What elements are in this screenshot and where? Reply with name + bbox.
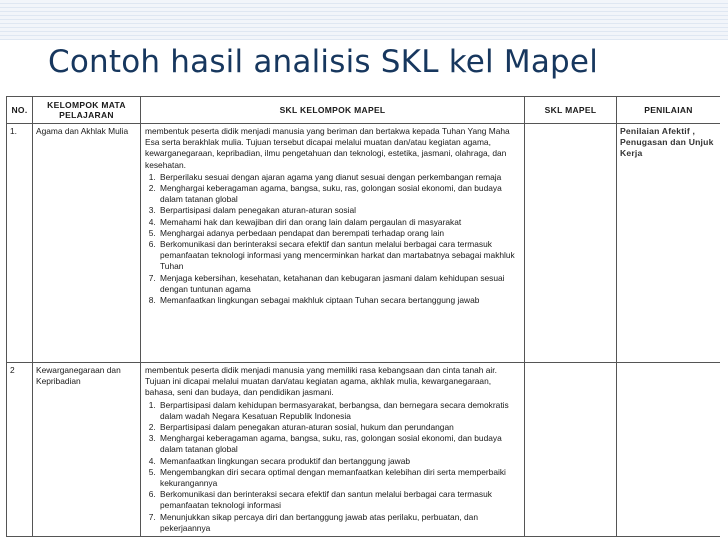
skl-analysis-document bbox=[6, 96, 720, 544]
header-skl-mapel: SKL MAPEL bbox=[525, 97, 617, 124]
skl-analysis-table bbox=[6, 96, 720, 537]
skl-intro-text: membentuk peserta didik menjadi manusia yang beriman dan bertakwa kepada Tuhan Yang Maha Esa serta berakhlak mulia. Tujuan tersebut dicapai melalui muatan dan/atau kegiatan agama, kewarganegaraan, kepribadian, ilmu pengetahuan dan teknologi, estetika, jasmani, olahraga, dan kesehatan. bbox=[145, 126, 510, 170]
list-item: 7. Menjaga kebersihan, kesehatan, ketahanan dan kebugaran jasmani dalam kehidupan sesuai dengan tuntunan agama bbox=[158, 273, 520, 295]
slide-title: Contoh hasil analisis SKL kel Mapel bbox=[48, 44, 599, 80]
skl-list bbox=[145, 172, 520, 306]
list-item: 5. Mengembangkan diri secara optimal dengan memanfaatkan kelebihan diri serta memperbaiki kekurangannya bbox=[158, 467, 520, 489]
list-item: 3. Berpartisipasi dalam penegakan aturan-aturan sosial bbox=[158, 205, 520, 216]
list-item: 2. Berpartisipasi dalam penegakan aturan-aturan sosial, hukum dan perundangan bbox=[158, 422, 520, 433]
header-kelompok-line2: PELAJARAN bbox=[59, 110, 114, 120]
penilaian-cell: Penilaian Afektif , Penugasan dan Unjuk Kerja bbox=[617, 124, 721, 363]
list-item: 7. Menunjukkan sikap percaya diri dan bertanggung jawab atas perilaku, perbuatan, dan pekerjaannya bbox=[158, 512, 520, 534]
row-number: 1. bbox=[7, 124, 33, 363]
penilaian-cell bbox=[617, 363, 721, 537]
header-penilaian: PENILAIAN bbox=[617, 97, 721, 124]
table-row bbox=[7, 124, 721, 363]
skl-list bbox=[145, 400, 520, 534]
list-item: 4. Memahami hak dan kewajiban diri dan orang lain dalam pergaulan di masyarakat bbox=[158, 217, 520, 228]
list-item: 6. Berkomunikasi dan berinteraksi secara efektif dan santun melalui berbagai cara termasuk pemanfaatan teknologi informasi yang mencerminkan harkat dan martabatnya sebagai makhluk Tuhan bbox=[158, 239, 520, 273]
header-kelompok-mapel bbox=[33, 97, 141, 124]
row-number: 2 bbox=[7, 363, 33, 537]
header-kelompok-line1: KELOMPOK MATA bbox=[47, 100, 126, 110]
list-item: 4. Memanfaatkan lingkungan secara produktif dan bertanggung jawab bbox=[158, 456, 520, 467]
list-item: 8. Memanfaatkan lingkungan sebagai makhluk ciptaan Tuhan secara bertanggung jawab bbox=[158, 295, 520, 306]
header-skl-kelompok-mapel: SKL KELOMPOK MAPEL bbox=[141, 97, 525, 124]
list-item: 1. Berperilaku sesuai dengan ajaran agama yang dianut sesuai dengan perkembangan remaja bbox=[158, 172, 520, 183]
header-no: NO. bbox=[7, 97, 33, 124]
slide-header-band bbox=[0, 0, 728, 40]
table-header-row bbox=[7, 97, 721, 124]
list-item: 2. Menghargai keberagaman agama, bangsa, suku, ras, golongan sosial ekonomi, dan budaya dalam tatanan global bbox=[158, 183, 520, 205]
skl-kelompok-cell bbox=[141, 124, 525, 363]
list-item: 1. Berpartisipasi dalam kehidupan bermasyarakat, berbangsa, dan bernegara secara demokratis dalam wadah Negara Kesatuan Republik Indonesia bbox=[158, 400, 520, 422]
subject-group: Kewarganegaraan dan Kepribadian bbox=[33, 363, 141, 537]
skl-kelompok-cell bbox=[141, 363, 525, 537]
list-item: 5. Menghargai adanya perbedaan pendapat dan berempati terhadap orang lain bbox=[158, 228, 520, 239]
skl-mapel-cell bbox=[525, 124, 617, 363]
list-item: 3. Menghargai keberagaman agama, bangsa, suku, ras, golongan sosial ekonomi, dan budaya dalam tatanan global bbox=[158, 433, 520, 455]
skl-intro-text: membentuk peserta didik menjadi manusia yang memiliki rasa kebangsaan dan cinta tanah air. Tujuan ini dicapai melalui muatan dan/atau kegiatan agama, akhlak mulia, kewarganegaraan, bahasa, seni dan budaya, dan pendidikan jasmani. bbox=[145, 365, 497, 398]
subject-group: Agama dan Akhlak Mulia bbox=[33, 124, 141, 363]
skl-mapel-cell bbox=[525, 363, 617, 537]
table-row bbox=[7, 363, 721, 537]
list-item: 6. Berkomunikasi dan berinteraksi secara efektif dan santun melalui berbagai cara termasuk pemanfaatan teknologi informasi bbox=[158, 489, 520, 511]
